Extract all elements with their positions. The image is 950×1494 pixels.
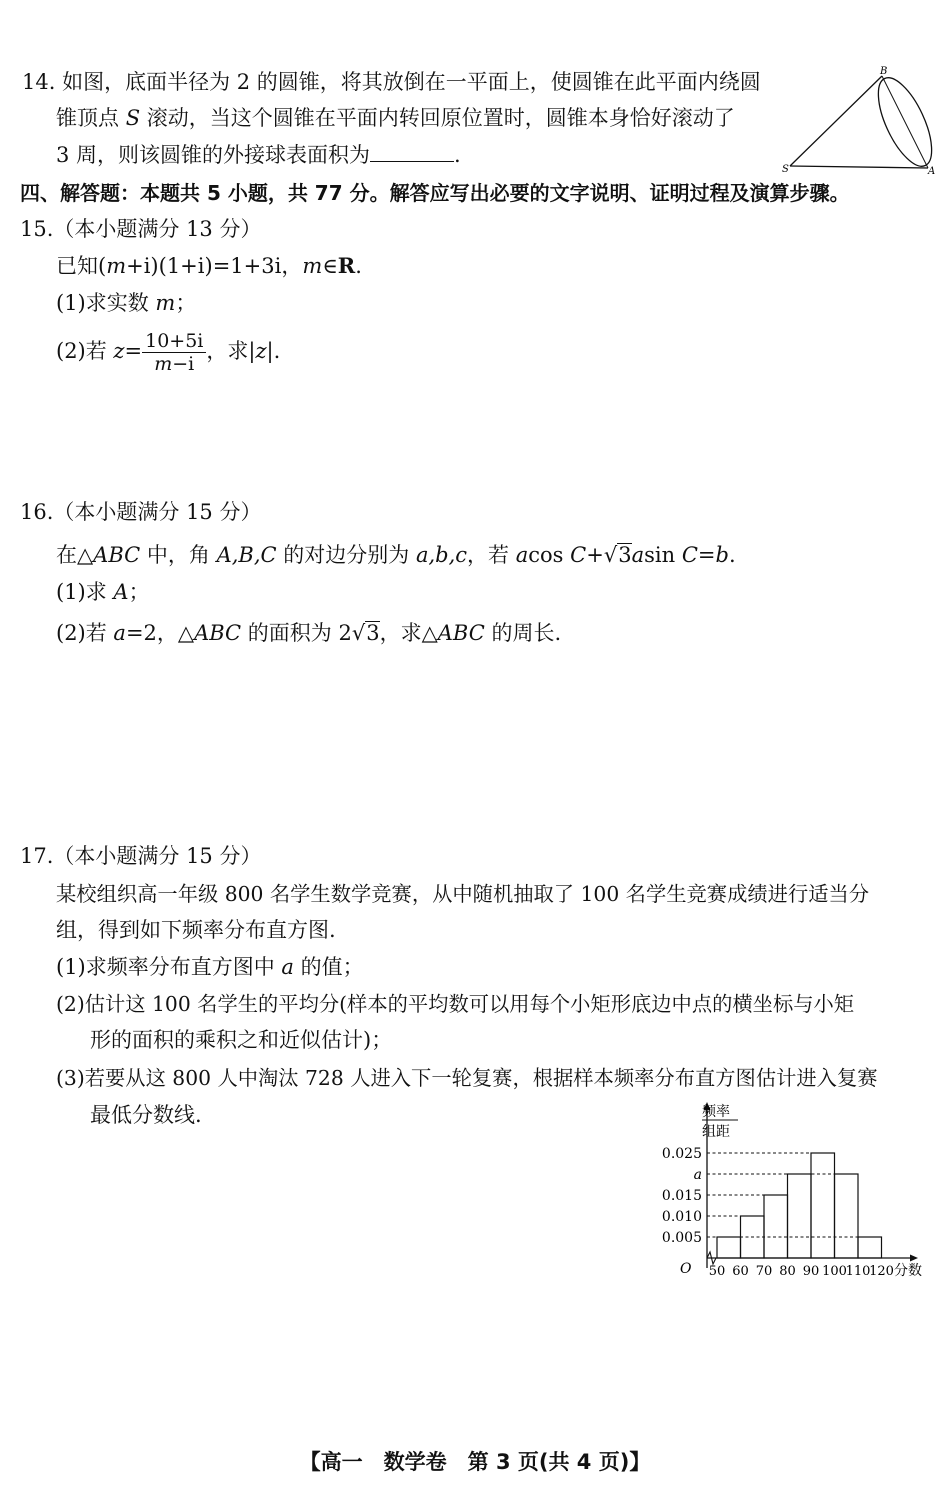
frequency-histogram bbox=[650, 1098, 932, 1282]
histogram-bar bbox=[764, 1195, 788, 1258]
y-tick-label: 0.010 bbox=[661, 1209, 702, 1225]
q14-line2: 锥顶点 S 滚动，当这个圆锥在平面内转回原位置时，圆锥本身恰好滚动了 bbox=[56, 106, 735, 130]
x-tick-label: 50 bbox=[708, 1264, 726, 1279]
label-s: S bbox=[782, 164, 789, 175]
q17-intro1: 某校组织高一年级 800 名学生数学竞赛，从中随机抽取了 100 名学生竞赛成绩进行适当分 bbox=[56, 882, 870, 906]
section4-title: 四、解答题：本题共 5 小题，共 77 分。解答应写出必要的文字说明、证明过程及演算步骤。 bbox=[20, 181, 850, 205]
y-tick-label: 0.025 bbox=[661, 1146, 702, 1162]
x-tick-label: 60 bbox=[732, 1264, 749, 1279]
q14-line3: 3 周，则该圆锥的外接球表面积为 . bbox=[56, 143, 461, 167]
q17-part2-line1: (2)估计这 100 名学生的平均分(样本的平均数可以用每个小矩形底边中点的横坐标与小矩 bbox=[56, 992, 855, 1016]
sqrt-sign: √ bbox=[351, 621, 366, 645]
cone-base-ellipse bbox=[867, 70, 940, 173]
cone-diameter-ba bbox=[882, 76, 928, 168]
page-footer: 【高一 数学卷 第 3 页(共 4 页)】 bbox=[299, 1450, 651, 1474]
label-b: B bbox=[880, 66, 888, 77]
q15-part2: (2)若 z= $\frac{10+5i}{m-i}$ ，求|z|. bbox=[56, 330, 281, 375]
histogram-bar bbox=[858, 1237, 882, 1258]
q15-part1: (1)求实数 m； bbox=[56, 291, 197, 315]
y-tick-label: 0.015 bbox=[661, 1188, 702, 1204]
histogram-bar bbox=[835, 1174, 859, 1258]
q17-intro2: 组，得到如下频率分布直方图. bbox=[56, 918, 336, 942]
q16-part2: (2)若 a=2，△ABC 的面积为 2√3，求△ABC 的周长. bbox=[56, 621, 562, 645]
x-tick-label: 90 bbox=[802, 1264, 820, 1279]
cone-edge-sb bbox=[790, 76, 882, 166]
q17-part2-line2: 形的面积的乘积之和近似估计)； bbox=[90, 1028, 393, 1052]
x-tick-label: 100 bbox=[822, 1264, 847, 1279]
histogram-bar bbox=[717, 1237, 741, 1258]
x-tick-label: 110 bbox=[845, 1264, 871, 1279]
answer-blank bbox=[370, 141, 454, 162]
q14-line1: 14. 如图，底面半径为 2 的圆锥，将其放倒在一平面上，使圆锥在此平面内绕圆 bbox=[22, 70, 761, 94]
q17-part1: (1)求频率分布直方图中 a 的值； bbox=[56, 955, 364, 979]
cone-edge-sa bbox=[790, 166, 928, 168]
q16-given: 在△ABC 中，角 A,B,C 的对边分别为 a,b,c，若 acos C+√3asin C=b. bbox=[56, 543, 736, 567]
x-tick-label: 70 bbox=[755, 1264, 773, 1279]
q17-part3-line2: 最低分数线. bbox=[90, 1103, 202, 1127]
q17-part3-line1: (3)若要从这 800 人中淘汰 728 人进入下一轮复赛，根据样本频率分布直方图估计进入复赛 bbox=[56, 1066, 878, 1090]
q15-given: 已知(m+i)(1+i)=1+3i，m∈R. bbox=[56, 253, 362, 278]
cone-figure bbox=[780, 62, 940, 180]
y-tick-label: a bbox=[693, 1167, 702, 1183]
q16-header: 16.（本小题满分 15 分） bbox=[20, 500, 262, 524]
q15-header: 15.（本小题满分 13 分） bbox=[20, 217, 262, 241]
x-tick-label: 80 bbox=[779, 1264, 796, 1279]
y-tick-label: 0.005 bbox=[661, 1230, 702, 1246]
x-tick-label: 120 bbox=[869, 1264, 894, 1279]
label-a: A bbox=[928, 166, 936, 177]
fraction: $\frac{10+5i}{m-i}$ bbox=[142, 330, 206, 375]
x-axis-arrow bbox=[910, 1255, 918, 1262]
q16-part1: (1)求 A； bbox=[56, 580, 150, 604]
histogram-bar bbox=[788, 1174, 812, 1258]
histogram-bar bbox=[811, 1153, 835, 1258]
origin-label: O bbox=[680, 1261, 692, 1277]
q17-header: 17.（本小题满分 15 分） bbox=[20, 844, 262, 868]
y-label-top: 频率 bbox=[702, 1104, 730, 1120]
x-axis-label: 分数 bbox=[894, 1263, 922, 1279]
y-label-bottom: 组距 bbox=[702, 1124, 730, 1140]
sqrt-sign: √ bbox=[603, 543, 618, 567]
